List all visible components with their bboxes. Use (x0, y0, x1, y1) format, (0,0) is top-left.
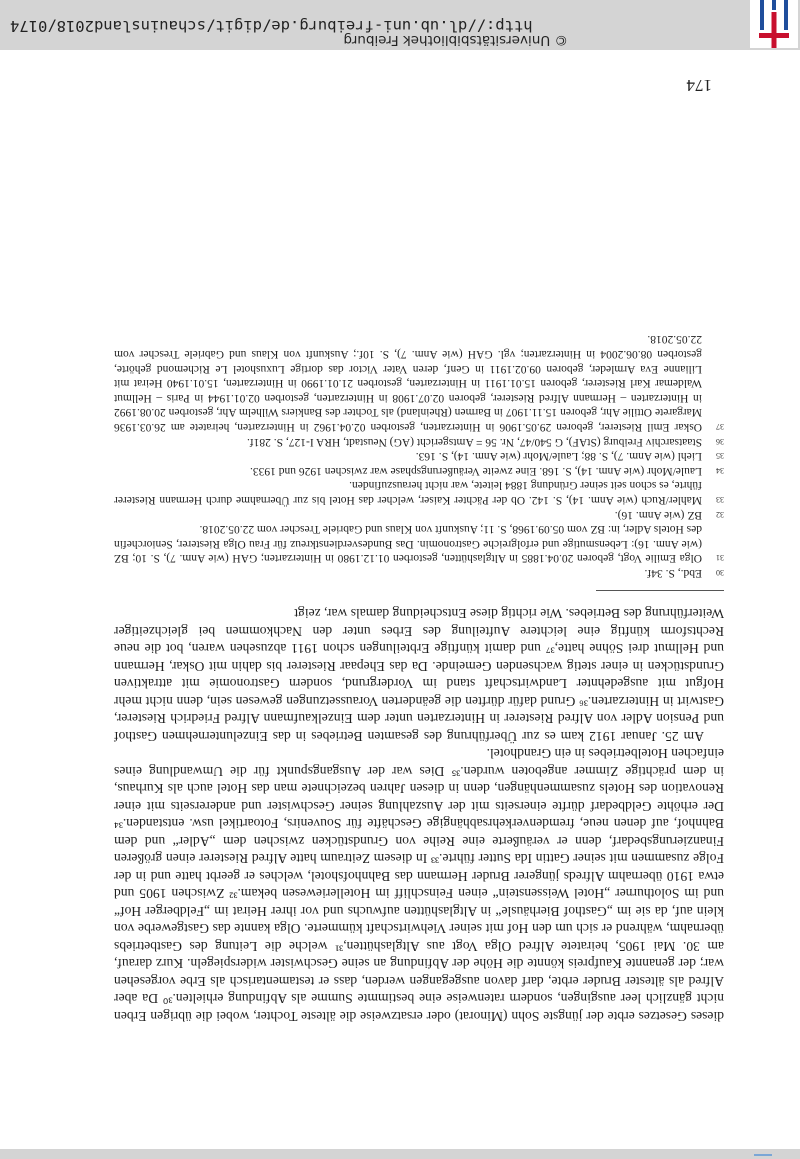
footnote-number: 37 (716, 422, 724, 432)
footnote-number: 34 (716, 465, 724, 475)
footnote-text: Laule/Mohr (wie Anm. 14), S. 168. Eine zweite Veräußerungsphase war zwischen 1926 und 1933. (249, 464, 702, 477)
main-text-block (114, 332, 724, 1025)
footer-url[interactable]: http://dl.ub.uni-freiburg.de/digit/schauinsland2018/0174 (10, 17, 533, 35)
footnote-34 (114, 463, 724, 478)
footnote-number: 35 (716, 451, 724, 461)
footnote-31 (114, 522, 724, 566)
footnote-separator (596, 590, 724, 591)
footnote-text: Mahler/Ruch (wie Anm. 14), S. 142. Ob der Pächter Kaiser, welcher das Hotel bis zur Übernahme durch Hermann Riesterer führte, es schon seit seiner Gründung 1884 leitete, war nicht herauszufinden. (114, 479, 702, 507)
footnote-30 (114, 565, 724, 580)
footnote-text: Oskar Emil Riesterer, geboren 29.05.1906 in Hinterzarten, gestorben 02.04.1962 in Hinterzarten, heiratete am 26.03.1936 Margarete Ottilie Ahr, geboren 15.11.1907 in Barmen (Rheinland) als Tochter des Bankiers Wilhelm Ahr, gestorben 20.08.1992 in Hinterzarten – Hermann Alfred Riesterer, geboren 02.07.1908 in Hinterzarten, gestorben 02.01.1944 in Paris – Hellmut Waldemar Karl Riesterer, geboren 15.01.1911 in Hinterzarten, gestorben 21.01.1990 in Hinterzarten, 15.01.1940 Heirat mit Lilianne Eva Armleder, geboren 09.02.1911 in Genf, deren Vater Victor das dortige Luxushotel Le Richemond gehörte, gestorben 08.06.2004 in Hinterzarten; vgl. GAH (wie Anm. 7), S. 10f.; Auskunft von Klaus und Gabriele Trescher vom 22.05.2018. (114, 333, 702, 434)
body-paragraph-2: Am 25. Januar 1912 kam es zur Überführung des gesamten Betriebes in das Einzelunternehmen Gasthof und Pension Adler von Alfred Riesterer in Hinterzarten unter dem Einzelkaufmann Alfred Friedrich Riesterer, Gastwirt in Hinterzarten.³⁶ Grund dafür dürften die geänderten Voraussetzungen gewesen sein, denn nicht mehr Hofgut mit ausgedehnter Landwirtschaft stand im Vordergrund, sondern Gastronomie mit attraktiven Grundstücken in einer stetig wachsenden Gemeinde. Da das Ehepaar Riesterer bis dahin mit Oskar, Hermann und Hellmut drei Söhne hatte,³⁷ und damit künftige Erbteilungen schon 1911 abzusehen waren, bot die neue Rechtsform künftig eine leichtere Aufteilung des Erbes unter den Nachkommen bei gleichzeitiger Weiterführung des Betriebes. Wie richtig diese Entscheidung damals war, zeigt (114, 606, 724, 744)
footnote-33 (114, 478, 724, 507)
footnote-number: 32 (716, 509, 724, 519)
footnote-text: Staatsarchiv Freiburg (StAF), G 540/47, Nr. 56 = Amtsgericht (AG) Neustadt, HRA I-127, S. 281f. (246, 435, 702, 448)
page-number: 174 (686, 76, 712, 95)
university-logo-icon (750, 0, 798, 48)
strip-marker (754, 1154, 772, 1156)
footnote-text: Ebd., S. 34f. (644, 567, 702, 579)
footer-copyright: © Universitätsbibliothek Freiburg (343, 32, 568, 48)
body-paragraph-1: dieses Gesetzes erbte der jüngste Sohn (Minorat) oder ersatzweise die älteste Tochter, wobei die übrigen Erben nicht gänzlich leer ausgingen, sondern ratenweise eine bestimmte Summe als Abfindung erhielten.³⁰ Da aber Alfred als ältester Bruder erbte, darf davon ausgegangen werden, dass er testamentarisch als Erbe vorgesehen war; der genannte Kaufpreis könnte die Höhe der Abfindung an seine Geschwister widerspiegeln. Kurz darauf, am 30. Mai 1905, heiratete Alfred Olga Vogt aus Altglashütten,³¹ welche die Leitung des Gastbetriebs übernahm, während er sich um den Hof mit seiner Viehwirtschaft kümmerte. Olga kannte das Gastgewerbe von klein auf, da sie im „Gasthof Bierhäusle“ in Altglashütten aufwuchs und vor ihrer Heirat im „Feldberger Hof“ und im Solothurner „Hotel Weissenstein“ einen Feinschliff im Hotelleriewesen bekam.³² Zwischen 1905 und etwa 1910 übernahm Alfreds jüngerer Bruder Hermann das Bahnhofshotel, welches er geerbt hatte und in der Folge zusammen mit seiner Gattin Ida Sutter führte.³³ In diesem Zeitraum hatte Alfred Riesterer einen größeren Finanzierungsbedarf, denn er veräußerte eine Reihe von Grundstücken zwischen dem „Adler“ und dem Bahnhof, auf denen neue, fremdenverkehrsabhängige Geschäfte für Souvenirs, Fotoartikel usw. entstanden.³⁴ Der erhöhte Geldbedarf dürfte einerseits mit der Auszahlung seiner Geschwister und andererseits mit einer Renovation des Hotels zusammenhängen, denn in diesen Jahren bezeichnete man das Hotel auch als Kurhaus, in dem prächtige Zimmer angeboten wurden.³⁵ Dies war der Ausgangspunkt für die Umwandlung eines einfachen Hotelbetriebes in ein Grandhotel. (114, 746, 724, 1024)
footnote-text: Liehl (wie Anm. 7), S. 88; Laule/Mohr (wie Anm. 14), S. 163. (415, 450, 702, 463)
viewer-bottom-strip (0, 1149, 800, 1159)
footnote-text: BZ (wie Anm. 16). (614, 508, 702, 521)
footnote-36 (114, 434, 724, 449)
footnote-number: 30 (716, 568, 724, 577)
footnote-number: 31 (716, 553, 724, 563)
footnote-32 (114, 507, 724, 522)
footnote-number: 33 (716, 495, 724, 505)
footnote-37 (114, 332, 724, 434)
footer-bar (0, 0, 800, 50)
footnote-number: 36 (716, 436, 724, 446)
footnote-35 (114, 449, 724, 464)
footnote-text: Olga Emilie Vogt, geboren 20.04.1885 in Altglashütten, gestorben 01.12.1980 in Hinterzarten; GAH (wie Anm. 7), S. 10; BZ (wie Anm. 16): Lebensmutige und erfolgreiche Gastronomin. Das Bundesverdienstkreuz für Frau Olga Riesterer, Seniorchefin des Hotels Adler, in: BZ vom 05.09.1968, S. 11; Auskunft von Klaus und Gabriele Trescher vom 22.05.2018. (114, 523, 702, 565)
